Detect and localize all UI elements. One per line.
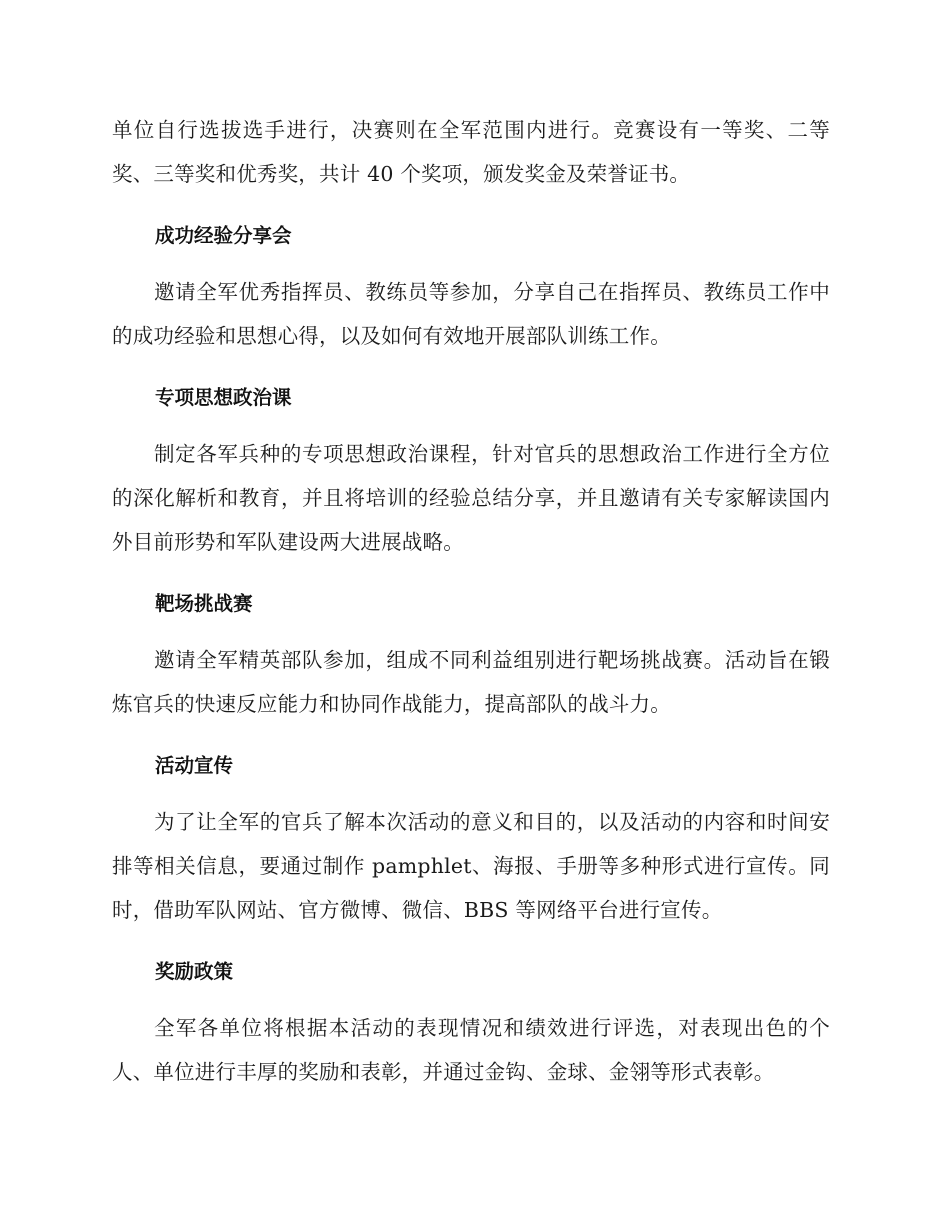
section-heading-publicity: 活动宣传 [155,754,234,777]
document-page [112,108,830,1094]
section-heading-range-challenge: 靶场挑战赛 [155,592,253,615]
section-body-experience-sharing: 邀请全军优秀指挥员、教练员等参加，分享自己在指挥员、教练员工作中的成功经验和思想心得，以及如何有效地开展部队训练工作。 [112,280,830,348]
section-body-publicity: 为了让全军的官兵了解本次活动的意义和目的，以及活动的内容和时间安排等相关信息，要通过制作 pamphlet、海报、手册等多种形式进行宣传。同时，借助军队网站、官方微博、微信、BBS 等网络平台进行宣传。 [112,810,830,922]
section-body-range-challenge: 邀请全军精英部队参加，组成不同利益组别进行靶场挑战赛。活动旨在锻炼官兵的快速反应能力和协同作战能力，提高部队的战斗力。 [112,648,830,716]
intro-paragraph: 单位自行选拔选手进行，决赛则在全军范围内进行。竞赛设有一等奖、二等奖、三等奖和优秀奖，共计 40 个奖项，颁发奖金及荣誉证书。 [112,118,830,186]
section-heading-experience-sharing: 成功经验分享会 [155,224,292,247]
section-body-reward-policy: 全军各单位将根据本活动的表现情况和绩效进行评选，对表现出色的个人、单位进行丰厚的奖励和表彰，并通过金钩、金球、金翎等形式表彰。 [112,1016,830,1084]
section-heading-reward-policy: 奖励政策 [155,960,234,983]
section-body-political-course: 制定各军兵种的专项思想政治课程，针对官兵的思想政治工作进行全方位的深化解析和教育，并且将培训的经验总结分享，并且邀请有关专家解读国内外目前形势和军队建设两大进展战略。 [112,442,830,554]
section-heading-political-course: 专项思想政治课 [155,386,292,409]
